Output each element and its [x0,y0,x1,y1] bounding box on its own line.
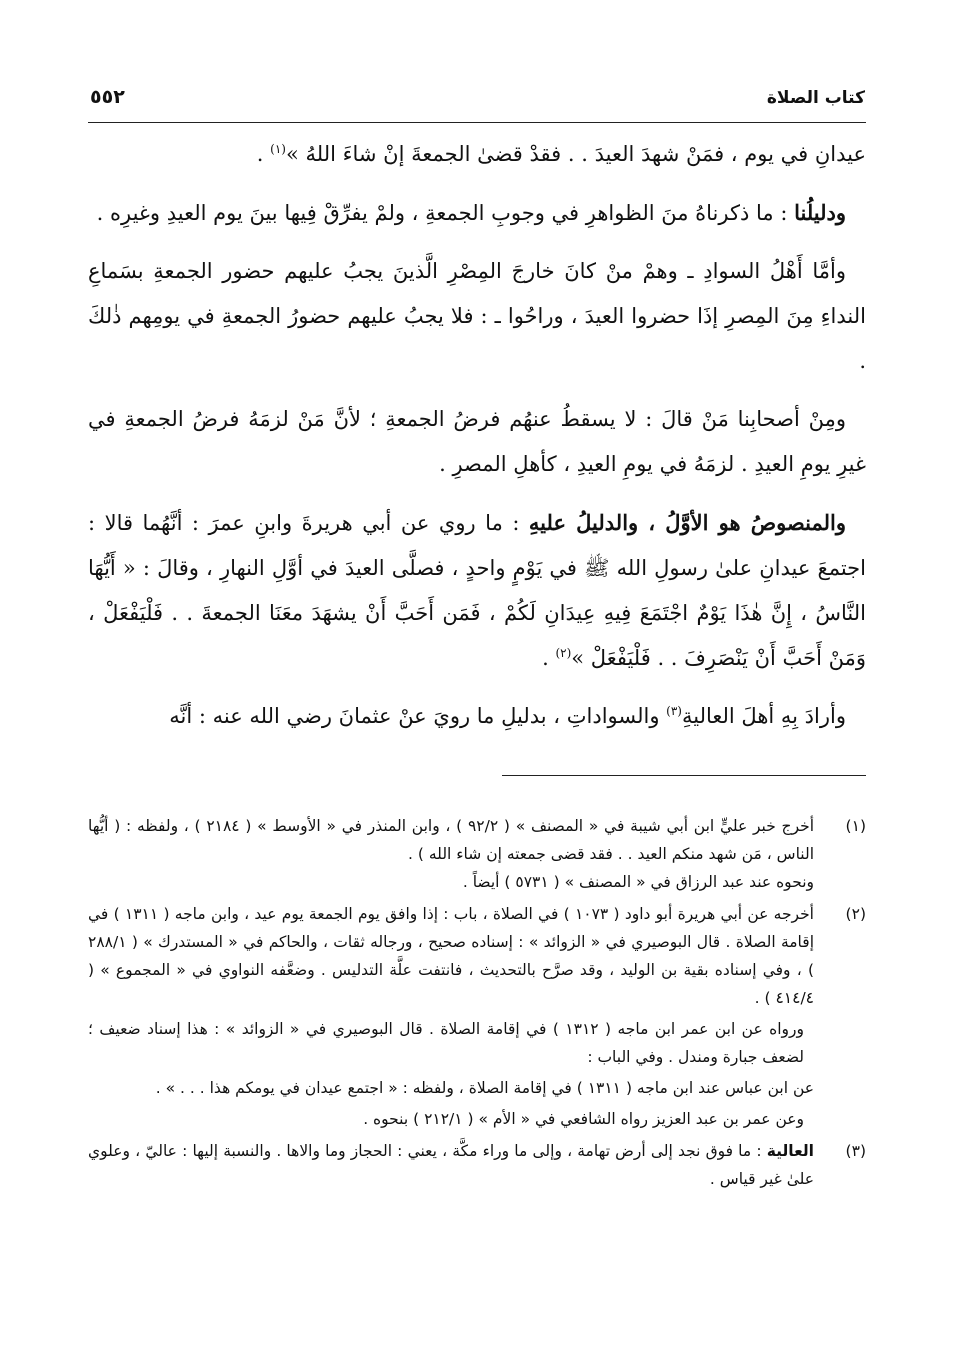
paragraph-6 [88,694,866,739]
p5-text: : ما روي عن أبي هريرةَ وابنِ عمرَ : أنَّهُما قالا : اجتمعَ عيدانِ علىٰ رسولِ الله ﷺ في يَوْمٍ واحدٍ ، فصلَّى العيدَ في أوَّلِ النهارِ ، وقالَ : « أَيُّهَا النَّاسُ ، إِنَّ هٰذَا يَوْمٌ اجْتَمَعَ فِيهِ عِيدَانِ لَكُمْ ، فَمَن أَحَبَّ أَنْ يشهَدَ معَنَا الجمعةَ . . فَلْيَفْعَلْ ، وَمَنْ أَحَبَّ أَنْ يَنْصَرِفَ . . فَلْيَفْعَلْ » [88,511,866,670]
fn3-text: : ما فوق نجد إلى أرض تهامة ، وإلى ما وراء مكَّة ، يعني : الحجاز وما والاها . والنسبة إليها : عاليّ ، وعلوي علىٰ غير قياس . [88,1142,814,1188]
p1-text: عيدانِ في يوم ، فمَنْ شهدَ العيدَ . . فقدْ قضىٰ الجمعةَ إنْ شاءَ اللهُ » [285,142,866,166]
footnote-number: (٢) [845,905,866,923]
header-rule [88,122,866,123]
p5-lead: والمنصوصُ هو الأوَّلُ ، والدليلُ عليهِ [528,510,846,535]
footnote-line: وعن عمر بن عبد العزيز رواه الشافعي في « الأم » ( ٢١٢/١ ) بنحوه . [363,1110,804,1128]
paragraph-1 [88,132,866,177]
p2-lead: ودليلُنا [794,200,846,225]
paragraph-5 [88,500,866,681]
p5-end: . [542,646,556,670]
footnote-line [88,1137,814,1193]
p6-text-b: والسواداتِ ، بدليلِ ما رويَ عنْ عثمانَ رضي الله عنه : أنَّه [169,704,667,728]
page-number: ٥٥٢ [90,86,125,108]
footnote-ref-1: (١) [270,142,286,156]
footnote-line: عن ابن عباس عند ابن ماجه ( ١٣١١ ) في إقامة الصلاة ، ولفظه : « اجتمع عيدان في يومكم هذا . . . » . [155,1079,814,1097]
footnote-line: أخرج خبر عليٍّ ابن أبي شيبة في « المصنف » ( ٩٢/٢ ) ، وابن المنذر في « الأوسط » ( ٢١٨٤ ) ، ولفظه : ( أيُّها الناس ، مَن شهد منكم العيد . . فقد قضى جمعته إن شاء الله ) . [88,817,815,863]
footnote-2 [88,900,866,1133]
main-text [88,132,866,752]
footnote-number: (١) [845,817,866,835]
running-header [90,86,865,116]
footnote-ref-2: (٢) [555,646,572,660]
footnote-line: أخرجه عن أبي هريرة أبو داود ( ١٠٧٣ ) في الصلاة ، باب : إذا وافق يوم الجمعة يوم عيد ، وابن ماجه ( ١٣١١ ) في إقامة الصلاة . قال البوصيري في « الزوائد » : إسناده صحيح ، ورجاله ثقات ، والحاكم في « المستدرك » ( ٢٨٨/١ ) ، وفي إسناده بقية بن الوليد ، وقد صرَّح بالتحديث ، فانتفت علَّة التدليس . وضعَّفه النواوي في « المجموع » ( ٤١٤/٤ ) . [88,905,814,1007]
footnote-1 [88,812,866,896]
footnote-3 [88,1137,866,1193]
paragraph-2 [88,190,866,236]
p2-text: : ما ذكرناهُ منَ الظواهرِ في وجوبِ الجمعةِ ، ولمْ يفرِّقْ فِيها بينَ يوم العيدِ وغيرِه . [96,201,795,225]
footnote-ref-3: (٣) [666,704,682,718]
footnotes [88,812,866,1197]
footnote-line: ونحوه عند عبد الرزاق في « المصنف » ( ٥٧٣١ ) أيضاً . [462,873,814,891]
footnote-line: ورواه عن ابن عمر ابن ماجه ( ١٣١٢ ) في إقامة الصلاة . قال البوصيري في « الزوائد » : هذا إسناد ضعيف ؛ لضعف جبارة ومندل . وفي الباب : [88,1020,805,1066]
paragraph-4: ومِنْ أصحابِنا مَنْ قالَ : لا يسقطُ عنهُم فرضُ الجمعةِ ؛ لأنَّ مَنْ لزمَهُ فرضُ الجمعةِ في غيرِ يومِ العيدِ . لزمَهُ في يومِ العيدِ ، كأهلِ المصرِ . [88,407,866,476]
footnote-number: (٣) [845,1142,866,1160]
fn3-lead: العالية [766,1142,814,1160]
footnote-separator [502,775,866,776]
paragraph-3: وأمَّا أَهْلُ السوادِ ـ وهمْ منْ كانَ خارجَ المِصْرِ الَّذينَ يجبُ عليهم حضور الجمعةِ بسَماعِ النداءِ مِنَ المِصرِ إذَا حضروا العيدَ ، وراحُوا ـ : فلا يجبُ عليهم حضورُ الجمعةِ في يومِهم ذٰلكَ . [88,259,866,373]
p1-end: . [256,142,271,166]
book-title: كتاب الصلاة [766,88,865,108]
p6-text-a: وأرادَ بِهِ أهلَ العاليةِ [681,704,846,728]
